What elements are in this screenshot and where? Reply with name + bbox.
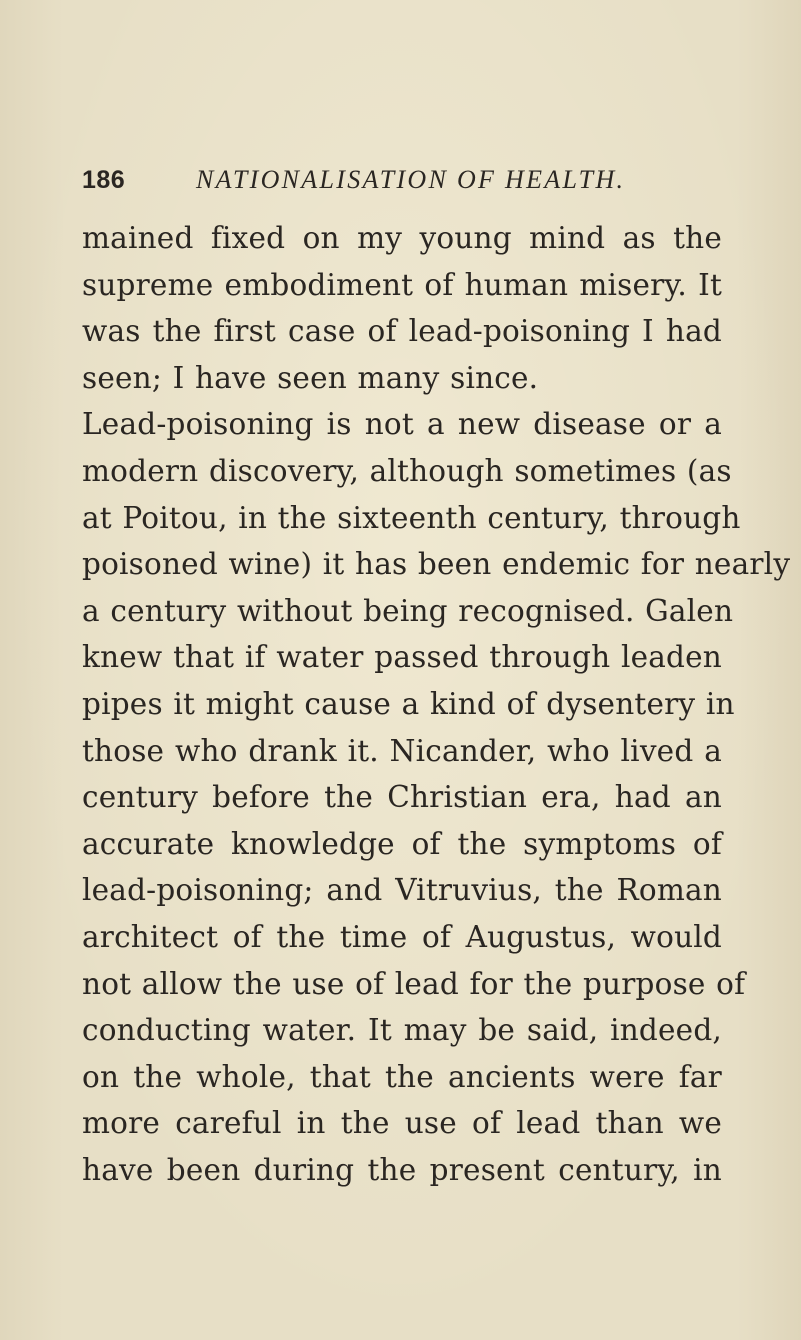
text-line: those who drank it. Nicander, who lived a: [82, 733, 722, 768]
text-line: accurate knowledge of the symptoms of: [82, 826, 722, 861]
running-head: [82, 164, 722, 204]
text-line: architect of the time of Augustus, would: [82, 919, 722, 954]
text-line: on the whole, that the ancients were far: [82, 1059, 722, 1094]
text-line: more careful in the use of lead than we: [82, 1106, 722, 1141]
body-text: [82, 215, 791, 1193]
text-line: pipes it might cause a kind of dysentery in: [82, 686, 735, 721]
text-line: mained fixed on my young mind as the: [82, 221, 722, 255]
text-line: supreme embodiment of human misery. It: [82, 267, 722, 302]
text-line: Lead-poisoning is not a new disease or a: [82, 407, 722, 442]
text-line: conducting water. It may be said, indeed,: [82, 1013, 722, 1048]
text-line: lead-poisoning; and Vitruvius, the Roman: [82, 873, 722, 908]
running-title: NATIONALISATION OF HEALTH.: [196, 165, 626, 194]
text-line: a century without being recognised. Galen: [82, 593, 734, 628]
text-line: was the first case of lead-poisoning I had: [82, 314, 722, 349]
text-line: at Poitou, in the sixteenth century, through: [82, 500, 741, 535]
text-line: century before the Christian era, had an: [82, 780, 722, 815]
text-line: modern discovery, although sometimes (as: [82, 453, 732, 488]
text-line: not allow the use of lead for the purpose of: [82, 966, 746, 1001]
text-line: knew that if water passed through leaden: [82, 640, 722, 675]
text-line: seen; I have seen many since.: [82, 360, 539, 395]
text-line: have been during the present century, in: [82, 1152, 722, 1187]
page-number: 186: [82, 166, 126, 194]
text-line: poisoned wine) it has been endemic for nearly: [82, 547, 791, 582]
